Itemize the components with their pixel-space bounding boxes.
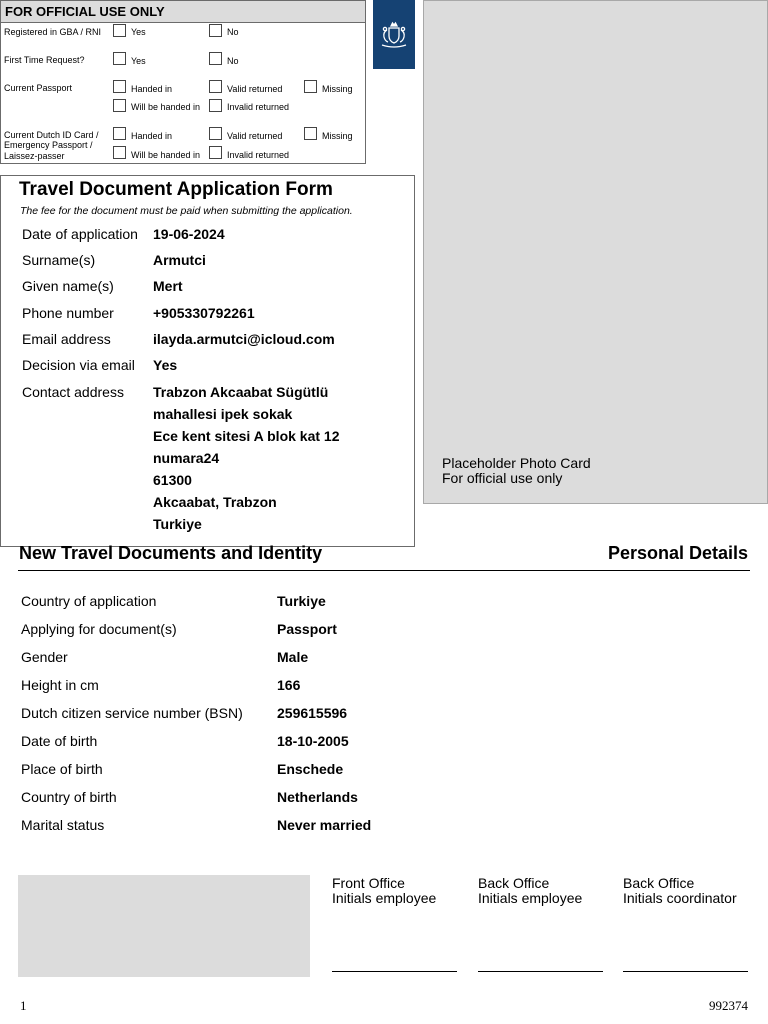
current-id-label-line3: Laissez-passer xyxy=(4,151,65,161)
back-office-employee-signature-label xyxy=(478,876,603,906)
id-missing-checkbox[interactable] xyxy=(304,127,317,140)
photo-caption-line1: Placeholder Photo Card xyxy=(442,455,591,471)
address-line-3: Ece kent sitesi A blok kat 12 xyxy=(153,428,340,444)
front-office-line2: Initials employee xyxy=(332,890,437,906)
document-number: 992374 xyxy=(709,998,748,1013)
passport-missing-label: Missing xyxy=(322,84,353,94)
back-office-employee-initials-line[interactable] xyxy=(478,971,603,972)
passport-valid-returned-label: Valid returned xyxy=(227,84,283,94)
date-of-application-value: 19-06-2024 xyxy=(153,226,225,242)
passport-missing-checkbox[interactable] xyxy=(304,80,317,93)
passport-will-hand-in-checkbox[interactable] xyxy=(113,99,126,112)
gender-label: Gender xyxy=(21,649,68,665)
country-of-birth-label: Country of birth xyxy=(21,789,117,805)
email-label: Email address xyxy=(22,331,111,347)
country-application-label: Country of application xyxy=(21,593,157,609)
id-invalid-returned-checkbox[interactable] xyxy=(209,146,222,159)
marital-status-value: Never married xyxy=(277,817,372,833)
id-invalid-returned-label: Invalid returned xyxy=(227,150,290,160)
current-id-label-line1: Current Dutch ID Card / xyxy=(4,130,99,140)
surname-value: Armutci xyxy=(153,252,206,268)
first-time-no-checkbox[interactable] xyxy=(209,52,222,65)
phone-label: Phone number xyxy=(22,305,114,321)
address-line-6: Akcaabat, Trabzon xyxy=(153,494,277,510)
address-line-1: Trabzon Akcaabat Sügütlü xyxy=(153,384,329,400)
height-label: Height in cm xyxy=(21,677,99,693)
id-handed-in-label: Handed in xyxy=(131,131,173,141)
place-of-birth-label: Place of birth xyxy=(21,761,103,777)
back-office-coordinator-initials-line[interactable] xyxy=(623,971,748,972)
given-name-value: Mert xyxy=(153,278,183,294)
address-line-7: Turkiye xyxy=(153,516,202,532)
given-name-label: Given name(s) xyxy=(22,278,114,294)
back-office-employee-line2: Initials employee xyxy=(478,890,583,906)
address-line-5: 61300 xyxy=(153,472,192,488)
section-title-personal: Personal Details xyxy=(607,543,748,563)
registered-yes-label: Yes xyxy=(131,27,146,37)
date-of-application-label: Date of application xyxy=(22,226,138,242)
date-of-birth-value: 18-10-2005 xyxy=(277,733,349,749)
address-line-4: numara24 xyxy=(153,450,220,466)
form-title: Travel Document Application Form xyxy=(19,179,333,200)
official-use-title: FOR OFFICIAL USE ONLY xyxy=(1,1,365,23)
id-missing-label: Missing xyxy=(322,131,353,141)
registered-no-label: No xyxy=(227,27,239,37)
id-handed-in-checkbox[interactable] xyxy=(113,127,126,140)
first-time-no-label: No xyxy=(227,56,239,66)
back-office-coordinator-line1: Back Office xyxy=(623,875,695,891)
first-time-yes-checkbox[interactable] xyxy=(113,52,126,65)
date-of-birth-label: Date of birth xyxy=(21,733,98,749)
photo-caption-line2: For official use only xyxy=(442,470,563,486)
address-line-2: mahallesi ipek sokak xyxy=(153,406,293,422)
registered-gba-label: Registered in GBA / RNI xyxy=(4,27,102,37)
photo-placeholder xyxy=(423,0,768,504)
passport-invalid-returned-label: Invalid returned xyxy=(227,102,290,112)
first-time-label: First Time Request? xyxy=(4,55,85,65)
first-time-yes-label: Yes xyxy=(131,56,146,66)
section-title-documents: New Travel Documents and Identity xyxy=(19,543,323,563)
bsn-label: Dutch citizen service number (BSN) xyxy=(21,705,243,721)
country-of-birth-value: Netherlands xyxy=(277,789,358,805)
back-office-coordinator-signature-label xyxy=(623,876,748,906)
registered-yes-checkbox[interactable] xyxy=(113,24,126,37)
front-office-signature-label xyxy=(332,876,457,906)
back-office-coordinator-line2: Initials coordinator xyxy=(623,890,737,906)
height-value: 166 xyxy=(277,677,301,693)
front-office-initials-line[interactable] xyxy=(332,971,457,972)
id-valid-returned-checkbox[interactable] xyxy=(209,127,222,140)
passport-handed-in-checkbox[interactable] xyxy=(113,80,126,93)
passport-valid-returned-checkbox[interactable] xyxy=(209,80,222,93)
coat-of-arms-logo xyxy=(373,0,415,69)
id-valid-returned-label: Valid returned xyxy=(227,131,283,141)
place-of-birth-value: Enschede xyxy=(277,761,344,777)
page-number: 1 xyxy=(20,998,27,1013)
back-office-employee-line1: Back Office xyxy=(478,875,550,891)
id-will-hand-in-label: Will be handed in xyxy=(131,150,201,160)
applying-document-value: Passport xyxy=(277,621,337,637)
registered-no-checkbox[interactable] xyxy=(209,24,222,37)
section-divider xyxy=(18,570,750,571)
marital-status-label: Marital status xyxy=(21,817,105,833)
applying-document-label: Applying for document(s) xyxy=(21,621,177,637)
email-value: ilayda.armutci@icloud.com xyxy=(153,331,335,347)
coat-of-arms-icon xyxy=(376,20,412,50)
country-application-value: Turkiye xyxy=(277,593,326,609)
contact-address-label: Contact address xyxy=(22,384,124,400)
form-fee-note: The fee for the document must be paid when submitting the application. xyxy=(20,205,353,217)
decision-email-value: Yes xyxy=(153,357,178,373)
gender-value: Male xyxy=(277,649,309,665)
decision-email-label: Decision via email xyxy=(22,357,135,373)
current-passport-label: Current Passport xyxy=(4,83,73,93)
office-stamp-area xyxy=(18,875,310,977)
passport-handed-in-label: Handed in xyxy=(131,84,173,94)
bsn-value: 259615596 xyxy=(277,705,348,721)
photo-caption xyxy=(442,456,591,486)
current-id-label-line2: Emergency Passport / xyxy=(4,140,93,150)
surname-label: Surname(s) xyxy=(22,252,96,268)
front-office-line1: Front Office xyxy=(332,875,405,891)
phone-value: +905330792261 xyxy=(153,305,255,321)
id-will-hand-in-checkbox[interactable] xyxy=(113,146,126,159)
passport-invalid-returned-checkbox[interactable] xyxy=(209,99,222,112)
passport-will-hand-in-label: Will be handed in xyxy=(131,102,201,112)
